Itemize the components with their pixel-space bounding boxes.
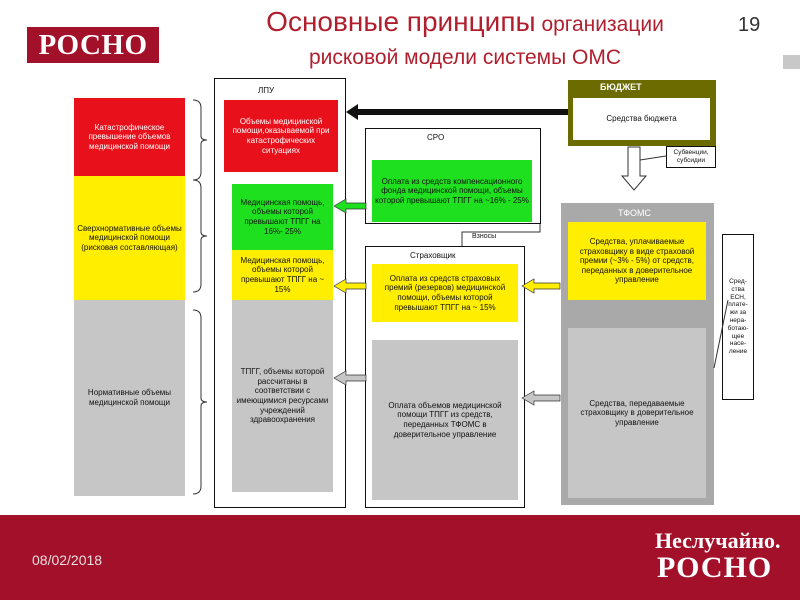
tfoms-to-insurer-grey-arrow	[522, 391, 560, 405]
title-main: Основные принципы	[266, 6, 536, 37]
page-number: 19	[738, 14, 761, 36]
bracket-catastrophic	[193, 100, 207, 180]
bracket-excess	[193, 180, 207, 292]
bracket-normative	[193, 310, 207, 494]
slide-subtitle: рисковой модели системы ОМС	[308, 46, 622, 69]
insurer-label: Страховщик	[410, 251, 456, 260]
tfoms-to-insurer-yellow-arrow	[522, 279, 560, 293]
insurer-to-lpu-yellow-arrow	[334, 279, 366, 293]
insurer-to-lpu-grey-arrow	[334, 371, 366, 385]
budget-to-tfoms-arrow	[622, 147, 646, 190]
lpu-catastrophic-box: Объемы медицинской помощи,оказываемой при катастрофических ситуациях	[224, 100, 338, 172]
rosno-logo: РОСНО	[27, 27, 159, 63]
lpu-label: ЛПУ	[258, 86, 275, 95]
sro-green-box: Оплата из средств компенсационного фонда медицинской помощи, объемы которой превышают ТПГГ на ~16% - 25%	[372, 160, 532, 222]
vznosy-label: Взносы	[472, 233, 497, 240]
tfoms-grey-box: Средства, передаваемые страховщику в доверительное управление	[568, 328, 706, 498]
excess-volume-box: Сверхнормативные объемы медицинской помощи (рисковая составляющая)	[74, 176, 185, 300]
lpu-yellow-box: Медицинская помощь, объемы которой превышают ТПГГ на ~ 15%	[232, 250, 333, 300]
budget-funds-box: Средства бюджета	[573, 98, 710, 140]
budget-to-lpu-arrow	[346, 104, 568, 120]
normative-volume-box: Нормативные объемы медицинской помощи	[74, 300, 185, 496]
sro-to-lpu-green-arrow	[334, 199, 366, 213]
subventions-box: Субвенции, субсидии	[666, 146, 716, 168]
tfoms-label: ТФОМС	[618, 208, 652, 218]
vznosy-connector	[462, 224, 540, 246]
insurer-grey-box: Оплата объемов медицинской помощи ТПГГ из средств, переданных ТФОМС в доверительное управление	[372, 340, 518, 500]
footer-slogan: Неслучайно.	[655, 528, 781, 553]
budget-label: БЮДЖЕТ	[600, 82, 642, 92]
subventions-pointer	[640, 156, 666, 160]
footer-date: 08/02/2018	[32, 552, 103, 568]
lpu-grey-box: ТПГГ, объемы которой рассчитаны в соответствии с имеющимися ресурсами учреждений здравоохранения	[232, 300, 333, 492]
title-rest: организации	[535, 13, 664, 36]
catastrophic-volume-box: Катастрофическое превышение объемов медицинской помощи	[74, 98, 185, 176]
ecn-pointer	[714, 300, 728, 368]
tfoms-yellow-box: Средства, уплачиваемые страховщику в виде страховой премии (~3% - 5%) от средств, переданных в доверительное управление	[568, 222, 706, 300]
insurer-yellow-box: Оплата из средств страховых премий (резервов) медицинской помощи, объемы которой превышают ТПГГ на ~ 15%	[372, 264, 518, 322]
sro-label: СРО	[427, 133, 445, 142]
ecn-funds-box: Сред-ства ЕСН, плате-жи за нера-ботаю-щее насе-ление	[722, 234, 754, 400]
footer-logo: РОСНО	[657, 551, 773, 584]
lpu-green-box: Медицинская помощь, объемы которой превышают ТПГГ на 16%- 25%	[232, 184, 333, 250]
